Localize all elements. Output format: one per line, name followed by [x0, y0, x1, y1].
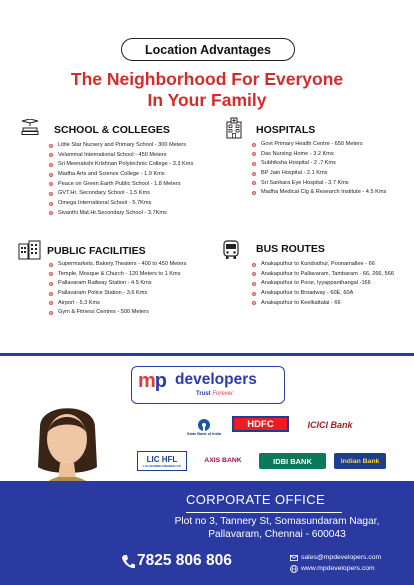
list-item: Pallavaram Police Station - 3.6 Kms — [49, 290, 229, 297]
list-item: Omega International School - 5.7Kms — [49, 200, 244, 207]
website-link[interactable]: www.mpdevelopers.com — [301, 565, 375, 572]
list-item: Das Nursing Home - 3.2 Kms — [252, 151, 402, 158]
list-item: Anakaputhur to Kundrathur, Poonamallee - 66 — [252, 261, 402, 268]
idbi-name: IDBI BANK — [273, 456, 312, 466]
axis-logo — [193, 453, 253, 467]
address-line-1: Plot no 3, Tannery St, Somasundaram Nagar, — [174, 516, 380, 527]
logo-forever: Forever — [212, 391, 234, 397]
logo-trust: Trust — [196, 391, 211, 397]
sbi-icon — [197, 418, 211, 432]
icici-logo — [297, 416, 363, 434]
axis-name: AXIS BANK — [204, 456, 242, 464]
bus-icon — [223, 240, 239, 260]
hospital-icon — [225, 117, 243, 139]
list-item: Pallavaram Railway Station - 4.5 Kms — [49, 280, 229, 287]
list-item: Madha Medical Clg & Research Institute - 4.5 Kms — [252, 189, 402, 196]
email-link[interactable]: sales@mpdevelopers.com — [301, 554, 382, 561]
corporate-office-underline — [186, 512, 342, 513]
list-item: Sri Meenakshi Krishnan Polytechnic College - 3.3 Kms — [49, 161, 244, 168]
hospitals-title: HOSPITALS — [256, 124, 316, 136]
sbi-name: State Bank of India — [186, 432, 222, 436]
list-item: Peace on Green Earth Public School - 1.8 Meters — [49, 181, 244, 188]
logo-m: m — [138, 370, 155, 392]
bus-routes-title: BUS ROUTES — [256, 243, 325, 255]
list-item: Madha Arts and Science College - 1.9 Kms — [49, 171, 244, 178]
indian-bank-logo — [334, 453, 386, 469]
hospitals-list — [252, 141, 402, 199]
facilities-title: PUBLIC FACILITIES — [47, 245, 146, 257]
logo-tagline — [196, 391, 233, 397]
lichfl-logo — [137, 451, 187, 471]
list-item: Subhiksha Hospital - 2 .7 Kms — [252, 160, 402, 167]
list-item: Anakaputhur to Pallavaram, Tambaram - 66, 266, 566 — [252, 271, 402, 278]
list-item: Anakaputhur to Keelkattalai - 66 — [252, 300, 402, 307]
icici-name: ICICI Bank — [307, 420, 353, 430]
section-divider — [0, 353, 414, 356]
corporate-office-title: CORPORATE OFFICE — [186, 492, 326, 507]
idbi-logo — [259, 453, 326, 469]
phone-icon — [121, 554, 135, 570]
sbi-logo — [184, 412, 224, 442]
list-item: Sri Sankara Eye Hospital - 3.7 Kms — [252, 180, 402, 187]
logo-p: p — [154, 370, 167, 392]
address-line-2: Pallavaram, Chennai - 600043 — [208, 529, 346, 540]
list-item: Anakaputhur to Broadway - 60E, 60A — [252, 290, 402, 297]
list-item: Govt Primary Health Centre - 650 Meters — [252, 141, 402, 148]
phone-number[interactable]: 7825 806 806 — [137, 552, 232, 569]
list-item: Supermarkets, Bakery,Theaters - 400 to 450 Meters — [49, 261, 229, 268]
list-item: Anakaputhur to Porur, Iyyappanthangal -166 — [252, 280, 402, 287]
logo-mp-text — [138, 370, 166, 393]
list-item: GVT.Hr. Secondary School - 1.5 Kms — [49, 190, 244, 197]
mp-developers-logo — [131, 366, 285, 404]
list-item: Airport - 5.3 Kms — [49, 300, 229, 307]
schools-title: SCHOOL & COLLEGES — [54, 124, 170, 136]
lichfl-subtitle: LIC HOUSING FINANCE LTD — [143, 463, 181, 468]
list-item: Temple, Mosque & Church - 120 Meters to 1 Kms — [49, 271, 229, 278]
hdfc-name: HDFC — [247, 418, 274, 430]
bus-routes-list — [252, 261, 402, 309]
hdfc-logo — [232, 416, 289, 432]
list-item: BP Jain Hospital - 2.1 Kms — [252, 170, 402, 177]
headline-line-2: In Your Family — [147, 90, 267, 110]
list-item: Velammal International School - 450 Meters — [49, 152, 244, 159]
location-advantages-badge: Location Advantages — [121, 38, 295, 61]
logo-developers-text: developers — [175, 371, 257, 388]
lichfl-name: LIC HFL — [146, 454, 178, 464]
buildings-icon — [18, 240, 42, 260]
globe-icon — [290, 565, 298, 573]
indian-bank-name: Indian Bank — [340, 457, 380, 465]
facilities-list — [49, 261, 229, 319]
schools-list — [49, 142, 244, 220]
list-item: Gym & Fitness Centres - 500 Meters — [49, 309, 229, 316]
headline-line-1: The Neighborhood For Everyone — [70, 69, 344, 89]
list-item: Little Star Nursery and Primary School - 300 Meters — [49, 142, 244, 149]
list-item: Sivanthi Mat.Hr.Secondary School - 3.7Kms — [49, 210, 244, 217]
email-icon — [290, 555, 298, 561]
books-icon — [20, 119, 40, 137]
